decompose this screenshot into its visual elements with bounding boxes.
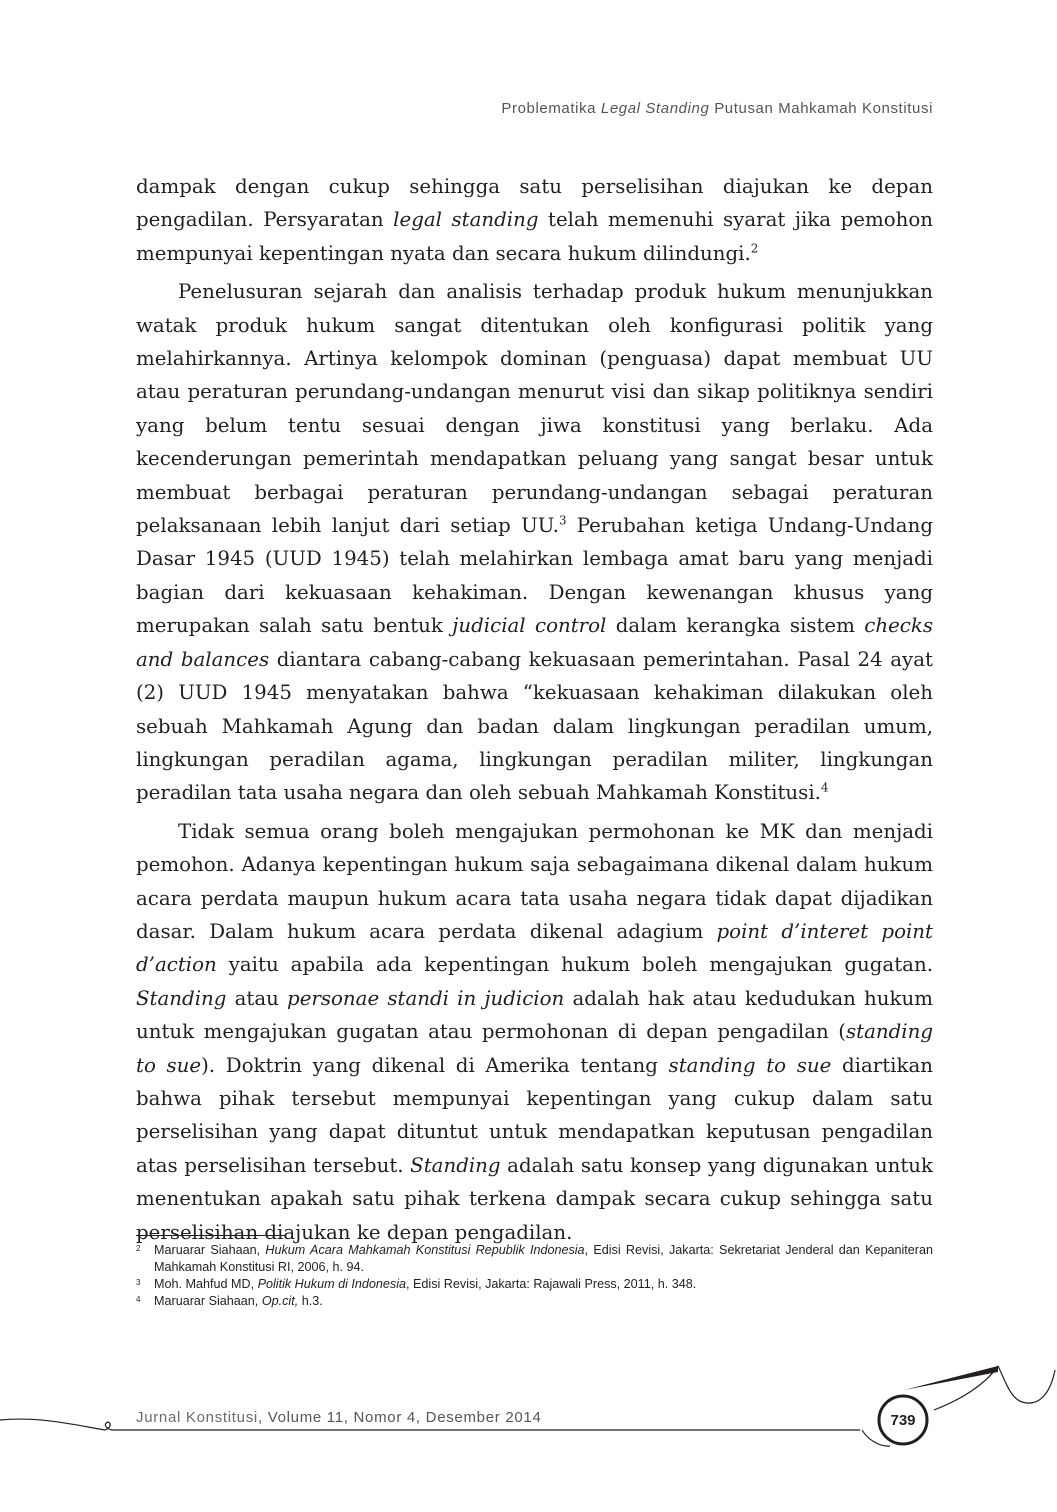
text-run: yaitu apabila ada kepentingan hukum boleh mengajukan gugatan. (216, 953, 933, 977)
text-run: Penelusuran sejarah dan analisis terhadap produk hukum menunjukkan watak produk hukum sangat ditentukan oleh konfigurasi politik yang melahirkannya. Artinya kelompok dominan (penguasa) dapat membuat UU atau peraturan perundang-undangan menurut visi dan sikap politiknya sendiri yang belum tentu sesuai dengan jiwa konstitusi yang berlaku. Ada kecenderungan pemerintah mendapatkan peluang yang sangat besar untuk membuat berbagai peraturan perundang-undangan sebagai peraturan pelaksanaan lebih lanjut dari setiap UU. (136, 280, 933, 538)
text-run: adalah hak atau kedudukan hukum untuk mengajukan gugatan atau permohonan di depan pengadilan ( (136, 986, 933, 1044)
paragraph-standing-doctrine (136, 815, 933, 1249)
footnote-number: 4 (136, 1295, 141, 1304)
text-run: h.3. (298, 1294, 323, 1308)
italic-term: judicial control (452, 614, 607, 638)
text-run: , Edisi Revisi, Jakarta: Rajawali Press, 2011, h. 348. (406, 1277, 697, 1291)
footnote-ref: 4 (820, 780, 829, 795)
italic-term: personae standi in judicion (287, 986, 565, 1010)
footnote-ref: 2 (750, 241, 759, 256)
footnote-number: 3 (136, 1278, 141, 1287)
italic-term: legal standing (393, 208, 539, 232)
italic-term: point d’interet point d’action (136, 919, 933, 977)
italic-term: Standing (136, 986, 227, 1010)
footnote-text (154, 1243, 933, 1274)
text-run: dampak dengan cukup sehingga satu perselisihan diajukan ke depan pengadilan. Persyaratan (136, 175, 933, 232)
text-run: Maruarar Siahaan, (154, 1243, 266, 1257)
italic-term: standing to sue (668, 1053, 832, 1077)
text-run: diantara cabang-cabang kekuasaan pemerintahan. Pasal 24 ayat (2) UUD 1945 menyatakan bahwa “kekuasaan kehakiman dilakukan oleh sebuah Mahkamah Agung dan badan dalam lingkungan peradilan umum, lingkungan peradilan agama, lingkungan peradilan militer, lingkungan peradilan tata usaha negara dan oleh sebuah Mahkamah Konstitusi. (136, 647, 933, 805)
text-run: ). Doktrin yang dikenal di Amerika tentang (201, 1053, 669, 1077)
page-number: 739 (890, 1411, 916, 1429)
italic-term: standing to sue (136, 1020, 933, 1077)
journal-issue: , Volume 11, Nomor 4, Desember 2014 (257, 1409, 542, 1426)
italic-term: Politik Hukum di Indonesia (257, 1277, 406, 1291)
italic-term: Op.cit, (261, 1294, 299, 1308)
footnote-3 (136, 1276, 933, 1293)
journal-name: Jurnal Konstitusi (136, 1409, 258, 1426)
running-header-post: Putusan Mahkamah Konstitusi (714, 100, 933, 117)
text-run: telah memenuhi syarat jika pemohon mempunyai kepentingan nyata dan secara hukum dilindungi. (136, 208, 934, 265)
text-run: atau (226, 986, 288, 1010)
footnotes (136, 1242, 933, 1310)
footnote-text (154, 1294, 323, 1308)
article-body (136, 170, 933, 1249)
paragraph-continuation (136, 170, 933, 270)
italic-term: checks and balances (136, 614, 933, 671)
footnote-4 (136, 1293, 933, 1310)
running-header-italic: Legal Standing (600, 100, 710, 117)
italic-term: Hukum Acara Mahkamah Konstitusi Republik Indonesia (265, 1243, 585, 1257)
running-header (501, 100, 933, 117)
footnote-2 (136, 1242, 933, 1276)
footnote-separator (136, 1235, 286, 1236)
text-run: Moh. Mahfud MD, (154, 1277, 258, 1291)
text-run: Tidak semua orang boleh mengajukan permohonan ke MK dan menjadi pemohon. Adanya kepentingan hukum saja sebagaimana dikenal dalam hukum acara perdata maupun hukum acara tata usaha negara tidak dapat dijadikan dasar. Dalam hukum acara perdata dikenal adagium (136, 819, 933, 943)
text-run: Perubahan ketiga Undang-Undang Dasar 1945 (UUD 1945) telah melahirkan lembaga amat baru yang menjadi bagian dari kekuasaan kehakiman. Dengan kewenangan khusus yang merupakan salah satu bentuk (136, 514, 933, 638)
text-run: adalah satu konsep yang digunakan untuk menentukan apakah satu pihak terkena dampak secara cukup sehingga satu perselisihan diajukan ke depan pengadilan. (136, 1153, 933, 1244)
text-run: Maruarar Siahaan, (154, 1294, 262, 1308)
running-header-pre: Problematika (501, 100, 597, 117)
text-run: , Edisi Revisi, Jakarta: Sekretariat Jenderal dan Kepaniteran Mahkamah Konstitusi RI, 2006, h. 94. (154, 1243, 934, 1274)
footer-journal-info (136, 1409, 542, 1426)
italic-term: Standing (410, 1153, 501, 1177)
footnote-number: 2 (136, 1244, 141, 1253)
paragraph-legal-product-history (136, 275, 933, 810)
footnote-text (154, 1277, 696, 1291)
text-run: dalam kerangka sistem (606, 614, 865, 638)
footnote-ref: 3 (558, 513, 567, 528)
text-run: diartikan bahwa pihak tersebut mempunyai kepentingan yang cukup dalam satu perselisihan yang dapat dituntut untuk mendapatkan keputusan pengadilan atas perselisihan tersebut. (136, 1053, 933, 1177)
